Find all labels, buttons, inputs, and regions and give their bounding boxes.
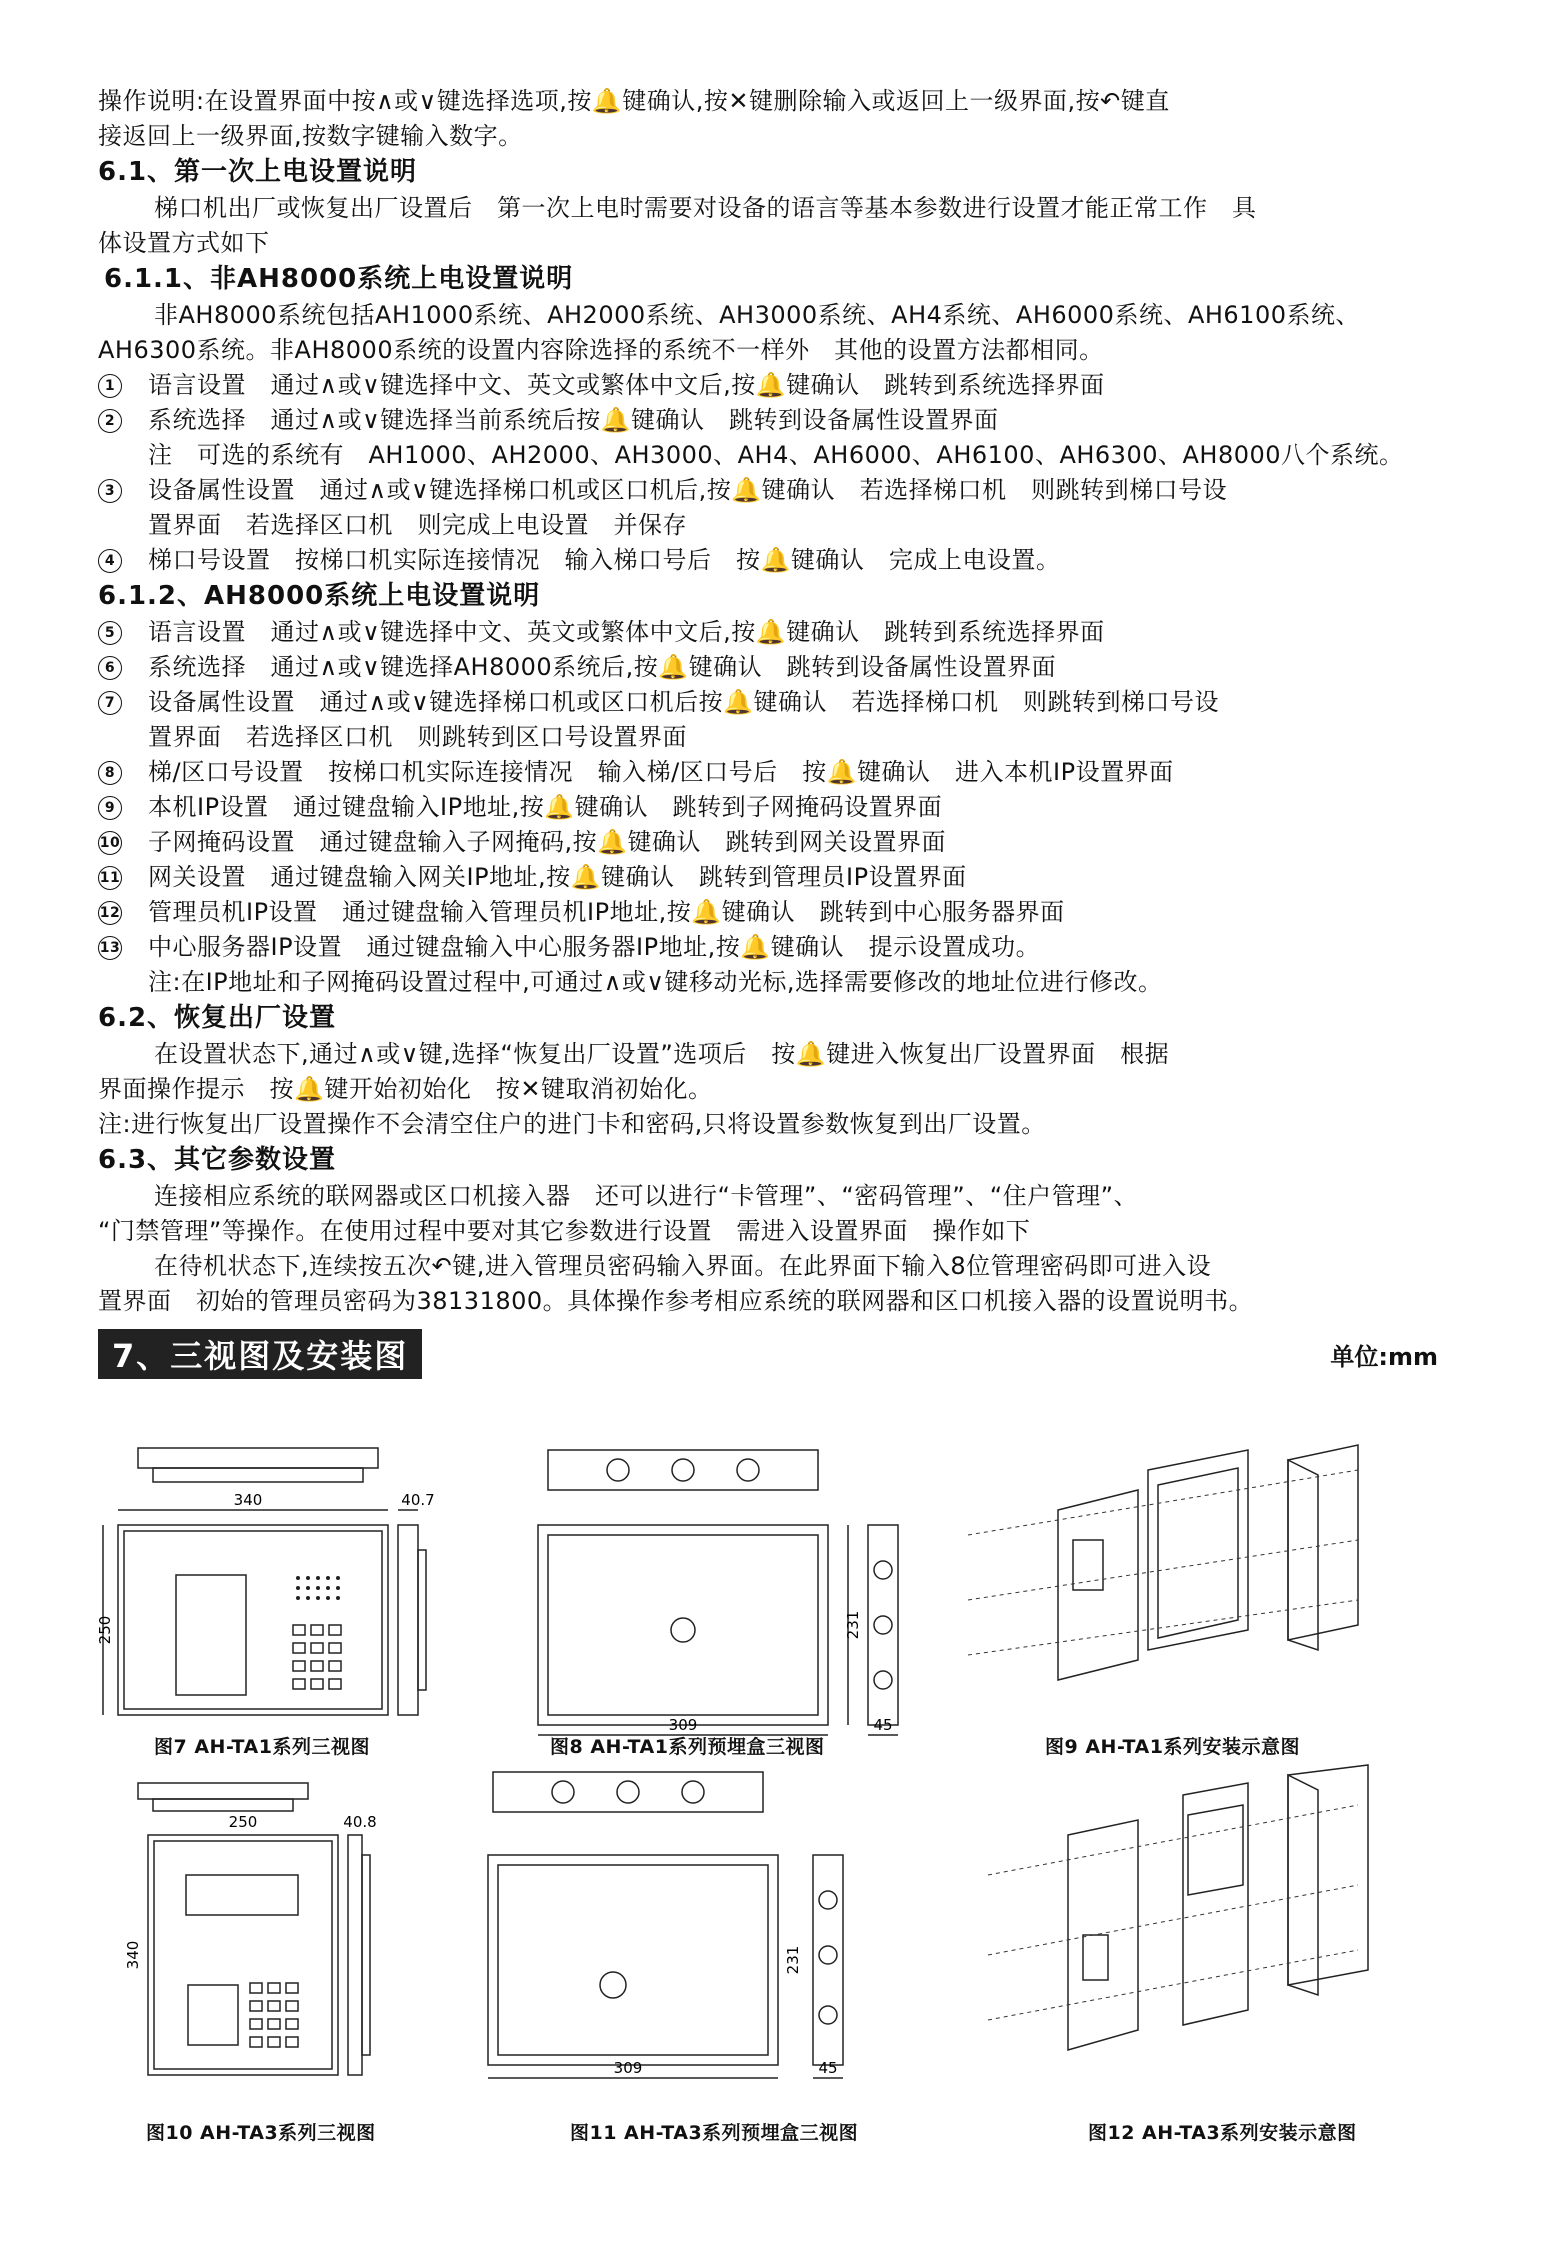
heading-6-3: 6.3、其它参数设置: [98, 1145, 337, 1175]
s612-steps: [98, 615, 1478, 1000]
step-text: 置界面 若选择区口机 则跳转到区口号设置界面: [148, 723, 687, 751]
heading-6-1-2: 6.1.2、AH8000系统上电设置说明: [98, 581, 541, 611]
step-item: [98, 685, 1478, 720]
step-number: 8: [98, 761, 122, 785]
s62-para-1: 在设置状态下,通过∧或∨键,选择“恢复出厂设置”选项后 按🔔键进入恢复出厂设置界面 根据: [154, 1040, 1170, 1068]
step-item: [98, 895, 1478, 930]
fig10-height: 340: [124, 1940, 142, 1970]
intro-line-2: 接返回上一级界面,按数字键输入数字。: [98, 122, 523, 150]
step-item: [98, 720, 1478, 755]
step-text: 系统选择 通过∧或∨键选择当前系统后按🔔键确认 跳转到设备属性设置界面: [148, 406, 999, 434]
fig10-drawing: [98, 1775, 398, 2085]
step-item: [98, 650, 1478, 685]
fig8-drawing: [528, 1440, 988, 1740]
step-text: 设备属性设置 通过∧或∨键选择梯口机或区口机后,按🔔键确认 若选择梯口机 则跳转到梯口号设: [148, 476, 1228, 504]
step-item: [98, 965, 1478, 1000]
step-text: 系统选择 通过∧或∨键选择AH8000系统后,按🔔键确认 跳转到设备属性设置界面: [148, 653, 1057, 681]
fig11-width: 309: [613, 2059, 643, 2077]
s61-para-2: 体设置方式如下: [98, 229, 270, 257]
step-number: 4: [98, 549, 122, 573]
step-item: [98, 930, 1478, 965]
s63-para-2: “门禁管理”等操作。在使用过程中要对其它参数进行设置 需进入设置界面 操作如下: [98, 1217, 1031, 1245]
fig12-drawing: [888, 1765, 1408, 2085]
intro-line-1: 操作说明:在设置界面中按∧或∨键选择选项,按🔔键确认,按✕键删除输入或返回上一级界面,按↶键直: [98, 87, 1170, 115]
step-text: 梯/区口号设置 按梯口机实际连接情况 输入梯/区口号后 按🔔键确认 进入本机IP设置界面: [148, 758, 1174, 786]
fig10-depth: 40.8: [343, 1813, 377, 1831]
fig8-height: 231: [844, 1610, 862, 1640]
fig8-depth: 45: [873, 1716, 893, 1734]
step-number: 2: [98, 409, 122, 433]
step-number: 1: [98, 374, 122, 398]
step-text: 管理员机IP设置 通过键盘输入管理员机IP地址,按🔔键确认 跳转到中心服务器界面: [148, 898, 1065, 926]
fig7-drawing: [98, 1440, 458, 1730]
s61-para-1: 梯口机出厂或恢复出厂设置后 第一次上电时需要对设备的语言等基本参数进行设置才能正常工作 具: [154, 194, 1257, 222]
step-number: 9: [98, 796, 122, 820]
s63-para-4: 置界面 初始的管理员密码为38131800。具体操作参考相应系统的联网器和区口机接入器的设置说明书。: [98, 1287, 1254, 1315]
step-number: 10: [98, 831, 122, 855]
step-text: 设备属性设置 通过∧或∨键选择梯口机或区口机后按🔔键确认 若选择梯口机 则跳转到梯口号设: [148, 688, 1220, 716]
step-item: [98, 755, 1478, 790]
heading-6-1-1: 6.1.1、非AH8000系统上电设置说明: [104, 264, 574, 294]
step-number: 6: [98, 656, 122, 680]
step-item: [98, 403, 1478, 438]
fig12-caption: 图12 AH-TA3系列安装示意图: [1088, 2122, 1357, 2144]
s611-para-1: 非AH8000系统包括AH1000系统、AH2000系统、AH3000系统、AH4系统、AH6000系统、AH6100系统、: [154, 301, 1360, 329]
step-text: 子网掩码设置 通过键盘输入子网掩码,按🔔键确认 跳转到网关设置界面: [148, 828, 947, 856]
step-text: 语言设置 通过∧或∨键选择中文、英文或繁体中文后,按🔔键确认 跳转到系统选择界面: [148, 618, 1105, 646]
step-number: 13: [98, 936, 122, 960]
fig8-width: 309: [668, 1716, 698, 1734]
heading-6-1: 6.1、第一次上电设置说明: [98, 157, 418, 187]
step-number: 12: [98, 901, 122, 925]
step-text: 语言设置 通过∧或∨键选择中文、英文或繁体中文后,按🔔键确认 跳转到系统选择界面: [148, 371, 1105, 399]
s62-note: 注:进行恢复出厂设置操作不会清空住户的进门卡和密码,只将设置参数恢复到出厂设置。: [98, 1110, 1046, 1138]
fig9-caption: 图9 AH-TA1系列安装示意图: [1045, 1736, 1300, 1758]
unit-label: 单位:mm: [1330, 1343, 1438, 1371]
fig11-depth: 45: [818, 2059, 838, 2077]
fig11-height: 231: [784, 1945, 802, 1975]
fig9-drawing: [938, 1450, 1458, 1730]
fig8-caption: 图8 AH-TA1系列预埋盒三视图: [550, 1736, 825, 1758]
fig11-drawing: [478, 1760, 938, 2090]
step-item: [98, 368, 1478, 403]
step-item: [98, 615, 1478, 650]
page-content: [98, 84, 1478, 1379]
step-number: 5: [98, 621, 122, 645]
step-number: 3: [98, 479, 122, 503]
fig11-caption: 图11 AH-TA3系列预埋盒三视图: [570, 2122, 859, 2144]
s63-para-1: 连接相应系统的联网器或区口机接入器 还可以进行“卡管理”、“密码管理”、“住户管理”、: [154, 1182, 1139, 1210]
heading-6-2: 6.2、恢复出厂设置: [98, 1003, 337, 1033]
step-item: [98, 508, 1478, 543]
s63-para-3: 在待机状态下,连续按五次↶键,进入管理员密码输入界面。在此界面下输入8位管理密码即可进入设: [154, 1252, 1212, 1280]
fig7-caption: 图7 AH-TA1系列三视图: [154, 1736, 370, 1758]
step-text: 网关设置 通过键盘输入网关IP地址,按🔔键确认 跳转到管理员IP设置界面: [148, 863, 967, 891]
step-text: 本机IP设置 通过键盘输入IP地址,按🔔键确认 跳转到子网掩码设置界面: [148, 793, 943, 821]
step-text: 注:在IP地址和子网掩码设置过程中,可通过∧或∨键移动光标,选择需要修改的地址位进行修改。: [148, 968, 1163, 996]
step-text: 注 可选的系统有 AH1000、AH2000、AH3000、AH4、AH6000、AH6100、AH6300、AH8000八个系统。: [148, 441, 1404, 469]
step-item: [98, 543, 1478, 578]
step-item: [98, 473, 1478, 508]
step-text: 梯口号设置 按梯口机实际连接情况 输入梯口号后 按🔔键确认 完成上电设置。: [148, 546, 1061, 574]
step-text: 置界面 若选择区口机 则完成上电设置 并保存: [148, 511, 687, 539]
step-text: 中心服务器IP设置 通过键盘输入中心服务器IP地址,按🔔键确认 提示设置成功。: [148, 933, 1041, 961]
figures-area: [98, 1420, 1478, 2210]
step-item: [98, 860, 1478, 895]
step-item: [98, 438, 1478, 473]
s611-steps: [98, 368, 1478, 578]
fig10-caption: 图10 AH-TA3系列三视图: [146, 2122, 376, 2144]
section-7-heading: 7、三视图及安装图: [98, 1329, 422, 1379]
fig7-height: 250: [96, 1615, 114, 1645]
s62-para-2: 界面操作提示 按🔔键开始初始化 按✕键取消初始化。: [98, 1075, 713, 1103]
step-item: [98, 825, 1478, 860]
fig7-width: 340: [233, 1491, 263, 1509]
fig10-width: 250: [228, 1813, 258, 1831]
step-item: [98, 790, 1478, 825]
step-number: 7: [98, 691, 122, 715]
step-number: 11: [98, 866, 122, 890]
fig7-depth: 40.7: [401, 1491, 435, 1509]
s611-para-2: AH6300系统。非AH8000系统的设置内容除选择的系统不一样外 其他的设置方法都相同。: [98, 336, 1104, 364]
